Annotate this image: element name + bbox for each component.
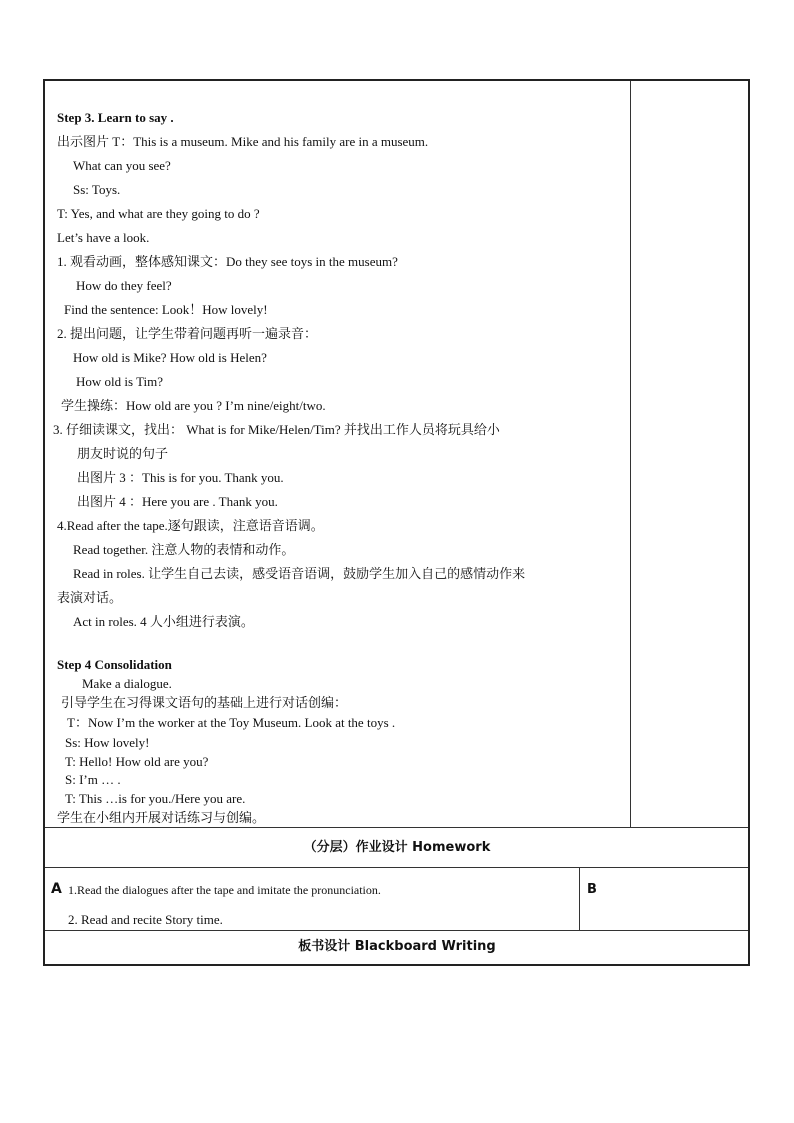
step3-line: Act in roles. 4 人小组进行表演。 (73, 614, 254, 629)
step3-line: 表演对话。 (57, 590, 123, 605)
step4-line: T: This …is for you./Here you are. (65, 791, 246, 806)
step4-line: 引导学生在习得课文语句的基础上进行对话创编： (61, 695, 348, 710)
homework-a-line: 2. Read and recite Story time. (68, 912, 223, 927)
step4-line: S: I’m … . (65, 772, 121, 787)
step3-line: 1. 观看动画，整体感知课文：Do they see toys in the museum? (57, 254, 398, 269)
homework-ab-divider (579, 867, 580, 930)
homework-a-line: 1.Read the dialogues after the tape and imitate the pronunciation. (68, 883, 381, 897)
step4-line: T: Hello! How old are you? (65, 754, 209, 769)
step3-line: What can you see? (73, 158, 171, 173)
step3-line: 出图片 3 ：This is for you. Thank you. (77, 470, 284, 485)
step3-line: 3. 仔细读课文，找出： What is for Mike/Helen/Tim? 并找出工作人员将玩具给小 (53, 422, 500, 437)
step3-title: Step 3. Learn to say . (57, 110, 174, 125)
step3-line: Read in roles. 让学生自己去读，感受语音语调，鼓励学生加入自己的感情动作来 (73, 566, 526, 581)
column-divider (630, 81, 631, 828)
step3-line: 出图片 4 ：Here you are . Thank you. (77, 494, 278, 509)
step3-line: 学生操练：How old are you ? I’m nine/eight/two. (61, 398, 326, 413)
row-divider-homework-header (45, 867, 748, 868)
step4-title: Step 4 Consolidation (57, 657, 172, 672)
step3-line: How old is Tim? (76, 374, 164, 389)
step4-line: 学生在小组内开展对话练习与创编。 (57, 810, 266, 825)
step3-line: How old is Mike? How old is Helen? (73, 350, 267, 365)
step4-line: Make a dialogue. (82, 676, 172, 691)
step3-line: Let’s have a look. (57, 230, 150, 245)
step3-line: Ss: Toys. (73, 182, 121, 197)
step3-line: 朋友时说的句子 (77, 446, 169, 461)
step3-line: T: Yes, and what are they going to do ? (57, 206, 260, 221)
step3-line: 出示图片 T：This is a museum. Mike and his family are in a museum. (57, 134, 429, 149)
homework-header: （分层）作业设计 Homework (303, 840, 491, 855)
step3-line: How do they feel? (76, 278, 172, 293)
step3-line: Find the sentence: Look！How lovely! (64, 302, 268, 317)
step3-line: 2. 提出问题，让学生带着问题再听一遍录音： (57, 326, 318, 341)
step4-line: T：Now I’m the worker at the Toy Museum. Look at the toys . (67, 715, 396, 730)
homework-b-label: B (587, 882, 597, 897)
step3-line: Read together. 注意人物的表情和动作。 (73, 542, 295, 557)
row-divider-blackboard (45, 930, 748, 931)
row-divider-homework-top (45, 827, 748, 828)
blackboard-header: 板书设计 Blackboard Writing (298, 939, 496, 954)
step4-line: Ss: How lovely! (65, 735, 150, 750)
step3-line: 4.Read after the tape.逐句跟读，注意语音语调。 (57, 518, 324, 533)
homework-a-label: A (51, 881, 62, 897)
